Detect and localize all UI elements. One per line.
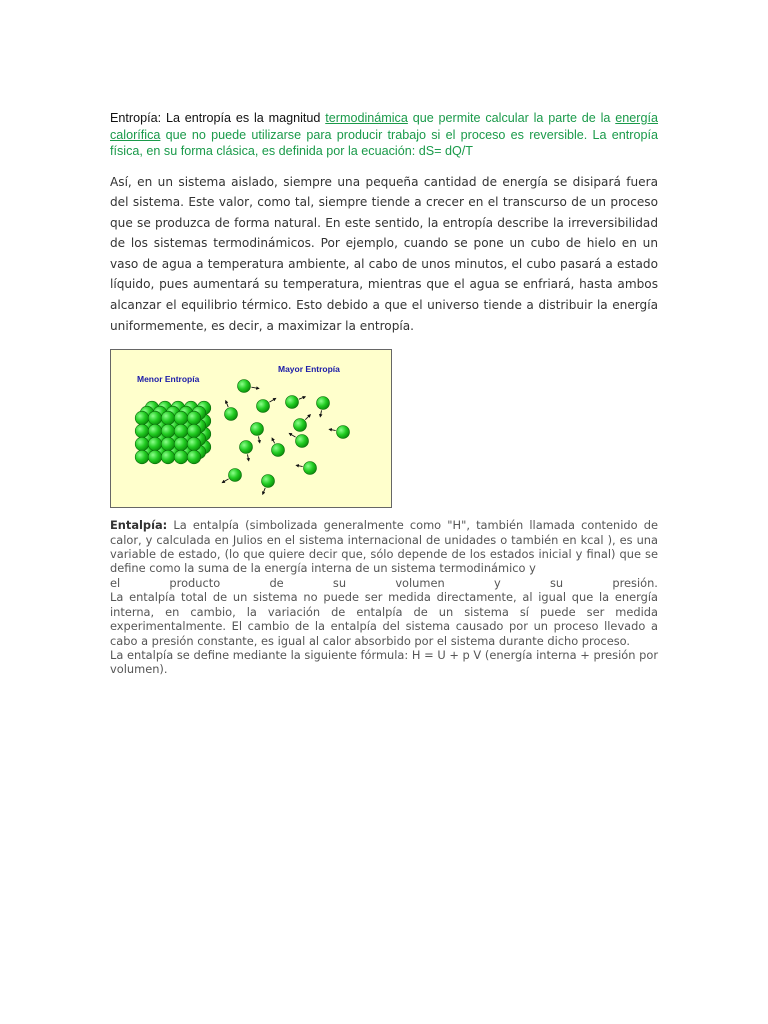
entropy-lead-text: Entropía: La entropía es la magnitud xyxy=(110,111,326,125)
motion-arrow xyxy=(330,430,336,431)
particle-ball xyxy=(135,424,149,438)
particle-ball xyxy=(187,411,201,425)
motion-arrow xyxy=(223,479,229,482)
particle-ball xyxy=(135,450,149,464)
particle-ball xyxy=(262,475,275,488)
particle-ball xyxy=(296,435,309,448)
entropy-explanation-paragraph: Así, en un sistema aislado, siempre una pequeña cantidad de energía se disipará fuera del sistema. Este valor, como tal, siempre tiende a crecer en el transcurso de un proceso que se produzca de forma natural. En este sentido, la entropía describe la irreversibilidad de los sistemas termodinámicos. Por ejemplo, cuando se pone un cubo de hielo en un vaso de agua a temperatura ambiente, al cabo de unos minutos, el cubo pasará a estado líquido, pues aumentará su temperatura, mientras que el agua se enfriará, hasta ambos alcanzar el equilibrio térmico. Esto debido a que el universo tiende a distribuir la energía uniformemente, es decir, a maximizar la entropía. xyxy=(110,174,658,333)
particle-ball xyxy=(161,411,175,425)
particle-ball xyxy=(257,400,270,413)
motion-arrow xyxy=(272,439,274,443)
particle-ball xyxy=(294,419,307,432)
particle-ball xyxy=(148,450,162,464)
particle-ball xyxy=(187,450,201,464)
dispersed-particles xyxy=(223,380,349,494)
heat-energy-link[interactable]: energía calorífica xyxy=(110,111,658,142)
entropy-definition-paragraph xyxy=(110,110,658,160)
particle-ball xyxy=(174,411,188,425)
motion-arrow xyxy=(263,488,265,494)
particle-ball xyxy=(174,424,188,438)
motion-arrow xyxy=(299,397,305,399)
particle-ball xyxy=(135,437,149,451)
particle-ball xyxy=(317,397,330,410)
enthalpy-spread-line xyxy=(110,576,658,590)
entropy-diagram-graphic xyxy=(111,350,391,507)
particle-ball xyxy=(148,424,162,438)
motion-arrow xyxy=(269,399,275,402)
spread-word: su xyxy=(332,575,347,590)
spread-word: de xyxy=(269,575,284,590)
spread-word: y xyxy=(493,575,501,590)
spread-word: producto xyxy=(169,575,221,590)
motion-arrow xyxy=(305,416,309,420)
motion-arrow xyxy=(297,466,303,467)
particle-ball xyxy=(161,424,175,438)
enthalpy-paragraph xyxy=(110,518,658,676)
particle-ball xyxy=(161,437,175,451)
motion-arrow xyxy=(320,411,321,417)
particle-ball xyxy=(337,426,350,439)
enthalpy-definition-text: La entalpía (simbolizada generalmente como "H", también llamada contenido de calor, y calculada en Julios en el sistema internacional de unidades o también en kcal ), es una variable de estado, (lo que quiere decir que, sólo depende de los estados inicial y final) que se define como la suma de la energía interna de un sistema termodinámico y xyxy=(110,518,658,576)
particle-ball xyxy=(148,437,162,451)
low-entropy-label: Menor Entropía xyxy=(137,374,200,385)
enthalpy-measurement-text: La entalpía total de un sistema no puede ser medida directamente, al igual que la energía interna, en cambio, la variación de entalpía de un sistema sí puede ser medida experimentalmente. El cambio de la entalpía del sistema causado por un proceso llevado a cabo a presión constante, es igual al calor absorbido por el sistema durante dicho proceso. xyxy=(110,590,658,648)
particle-ball xyxy=(187,437,201,451)
spread-word: presión. xyxy=(612,575,658,590)
ordered-particle-cube xyxy=(135,401,211,464)
particle-ball xyxy=(286,396,299,409)
thermodynamics-link[interactable]: termodinámica xyxy=(325,111,408,125)
particle-ball xyxy=(240,441,253,454)
entropy-definition-text: que permite calcular la parte de la xyxy=(407,111,616,125)
spread-word: volumen xyxy=(395,575,445,590)
motion-arrow xyxy=(226,402,228,408)
motion-arrow xyxy=(251,387,258,388)
particle-ball xyxy=(238,380,251,393)
particle-ball xyxy=(148,411,162,425)
enthalpy-formula-text: La entalpía se define mediante la siguiente fórmula: H = U + p V (energía interna + presión por volumen). xyxy=(110,647,658,677)
spread-word: el xyxy=(110,575,121,590)
particle-ball xyxy=(304,462,317,475)
enthalpy-intro xyxy=(110,518,658,576)
motion-arrow xyxy=(258,437,259,443)
particle-ball xyxy=(174,450,188,464)
particle-ball xyxy=(161,450,175,464)
document-page xyxy=(110,110,658,677)
motion-arrow xyxy=(247,455,248,461)
particle-ball xyxy=(187,424,201,438)
particle-ball xyxy=(225,408,238,421)
motion-arrow xyxy=(290,434,296,437)
high-entropy-label: Mayor Entropía xyxy=(278,364,340,375)
particle-ball xyxy=(272,444,285,457)
entropy-equation-text: que no puede utilizarse para producir trabajo si el proceso es reversible. La entropía física, en su forma clásica, es definida por la ecuación: dS= dQ/T xyxy=(110,127,658,158)
enthalpy-label: Entalpía: xyxy=(110,518,168,533)
particle-ball xyxy=(135,411,149,425)
particle-ball xyxy=(174,437,188,451)
particle-ball xyxy=(251,423,264,436)
entropy-diagram xyxy=(110,349,392,508)
spread-word: su xyxy=(549,575,564,590)
particle-ball xyxy=(229,469,242,482)
